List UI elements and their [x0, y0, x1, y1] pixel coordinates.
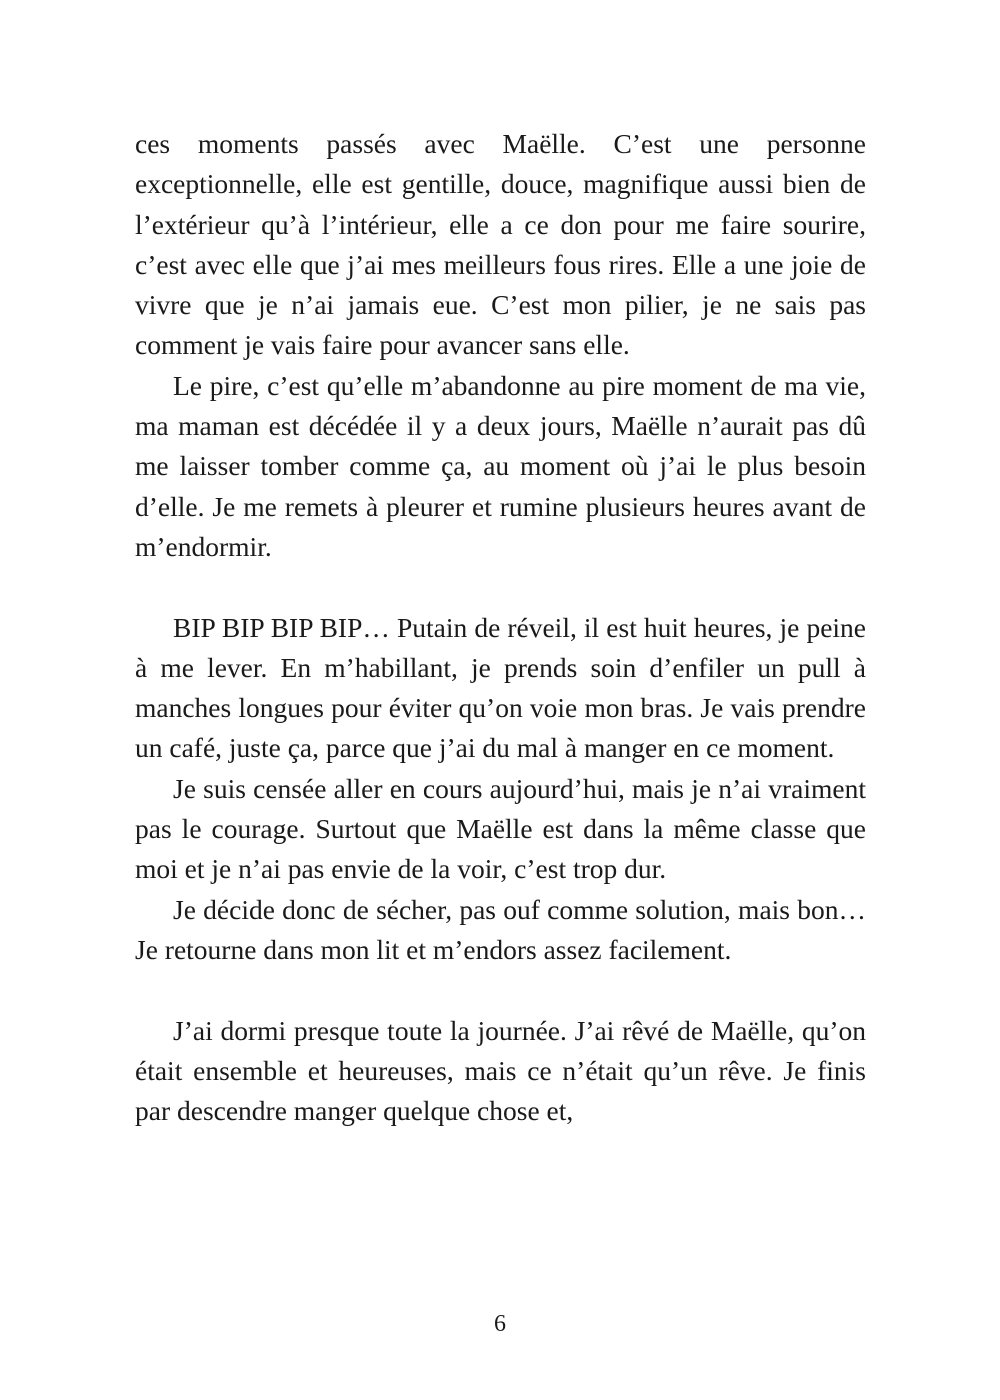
paragraph-3: BIP BIP BIP BIP… Putain de réveil, il est huit heures, je peine à me lever. En m’habillant, je prends soin d’enfiler un pull à manches longues pour éviter qu’on voie mon bras. Je vais prendre un café, juste ça, parce que j’ai du mal à manger en ce moment.: [135, 611, 866, 764]
paragraph-6: J’ai dormi presque toute la journée. J’ai rêvé de Maëlle, qu’on était ensemble et heureuses, mais ce n’était qu’un rêve. Je finis par descendre manger quelque chose et,: [135, 1014, 866, 1127]
paragraph-5: Je décide donc de sécher, pas ouf comme solution, mais bon… Je retourne dans mon lit et m’endors assez facilement.: [135, 893, 866, 965]
paragraph-4: Je suis censée aller en cours aujourd’hui, mais je n’ai vraiment pas le courage. Surtout que Maëlle est dans la même classe que moi et je n’ai pas envie de la voir, c’est trop dur.: [135, 772, 866, 885]
section-break: [135, 567, 866, 607]
section-break: [135, 970, 866, 1010]
paragraph-1: ces moments passés avec Maëlle. C’est une personne exceptionnelle, elle est gentille, douce, magnifique aussi bien de l’extérieur qu’à l’intérieur, elle a ce don pour me faire sourire, c’est avec elle que j’ai mes meilleurs fous rires. Elle a une joie de vivre que je n’ai jamais eue. C’est mon pilier, je ne sais pas comment je vais faire pour avancer sans elle.: [135, 128, 866, 361]
page-body: [135, 124, 866, 1131]
paragraph-2: Le pire, c’est qu’elle m’abandonne au pire moment de ma vie, ma maman est décédée il y a deux jours, Maëlle n’aurait pas dû me laisser tomber comme ça, au moment où j’ai le plus besoin d’elle. Je me remets à pleurer et rumine plusieurs heures avant de m’endormir.: [135, 369, 866, 562]
page-number: 6: [494, 1311, 506, 1337]
